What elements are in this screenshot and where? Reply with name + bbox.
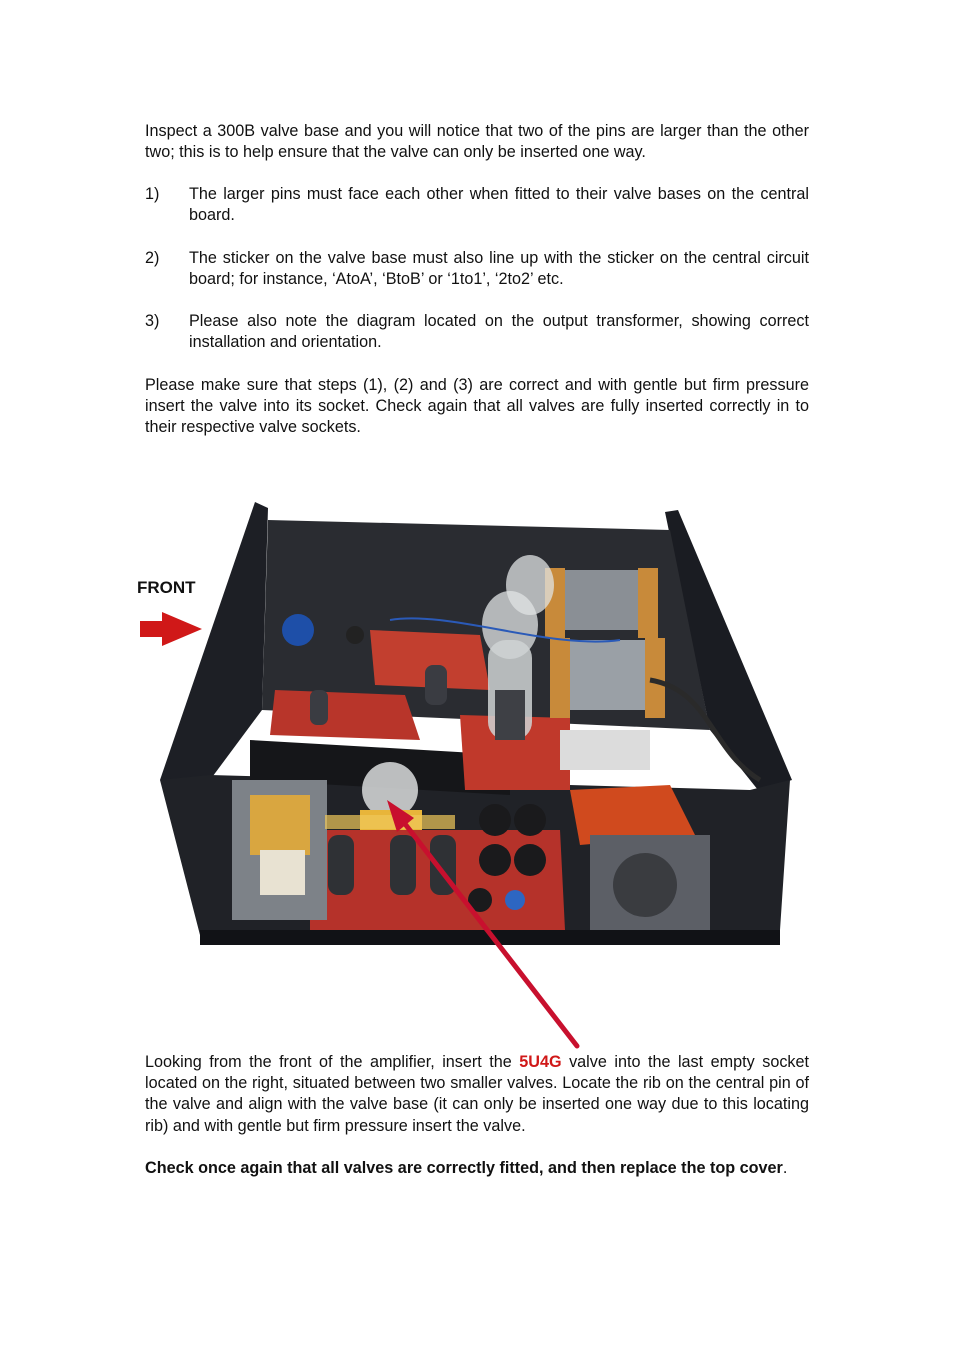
amplifier-photo xyxy=(150,490,800,950)
step-2-number: 2) xyxy=(145,249,160,267)
step-2-text: The sticker on the valve base must also line up with the sticker on the central circuit board; for instance, ‘AtoA’, ‘BtoB’ or ‘1to1’, ‘2to2’ etc. xyxy=(189,249,809,289)
confirm-paragraph: Please make sure that steps (1), (2) and (3) are correct and with gentle but firm pressure insert the valve into its socket. Check again that all valves are fully inserted correctly in to their respective valve sockets. xyxy=(145,376,809,437)
front-label: FRONT xyxy=(137,578,196,597)
final-paragraph xyxy=(145,1052,809,1137)
closing-end: . xyxy=(782,1159,788,1177)
step-1-text: The larger pins must face each other when fitted to their valve bases on the central board. xyxy=(189,185,809,225)
step-3-text: Please also note the diagram located on the output transformer, showing correct installation and orientation. xyxy=(189,312,809,352)
step-1-number: 1) xyxy=(145,185,160,203)
step-3-number: 3) xyxy=(145,312,160,330)
closing-bold-text: Check once again that all valves are correctly fitted, and then replace the top cover xyxy=(145,1159,783,1177)
closing-paragraph xyxy=(145,1158,809,1179)
final-text-post: valve into the last empty socket located on the right, situated between two smaller valves. Locate the rib on the central pin of the valve and align with the valve base (it can only be inserted one way due to this locating rib) and with gentle but firm pressure insert the valve. xyxy=(145,1053,810,1135)
final-text-pre: Looking from the front of the amplifier, insert the xyxy=(145,1053,520,1071)
intro-paragraph: Inspect a 300B valve base and you will notice that two of the pins are larger than the other two; this is to help ensure that the valve can only be inserted one way. xyxy=(145,122,809,162)
valve-5u4g-label: 5U4G xyxy=(519,1053,562,1071)
